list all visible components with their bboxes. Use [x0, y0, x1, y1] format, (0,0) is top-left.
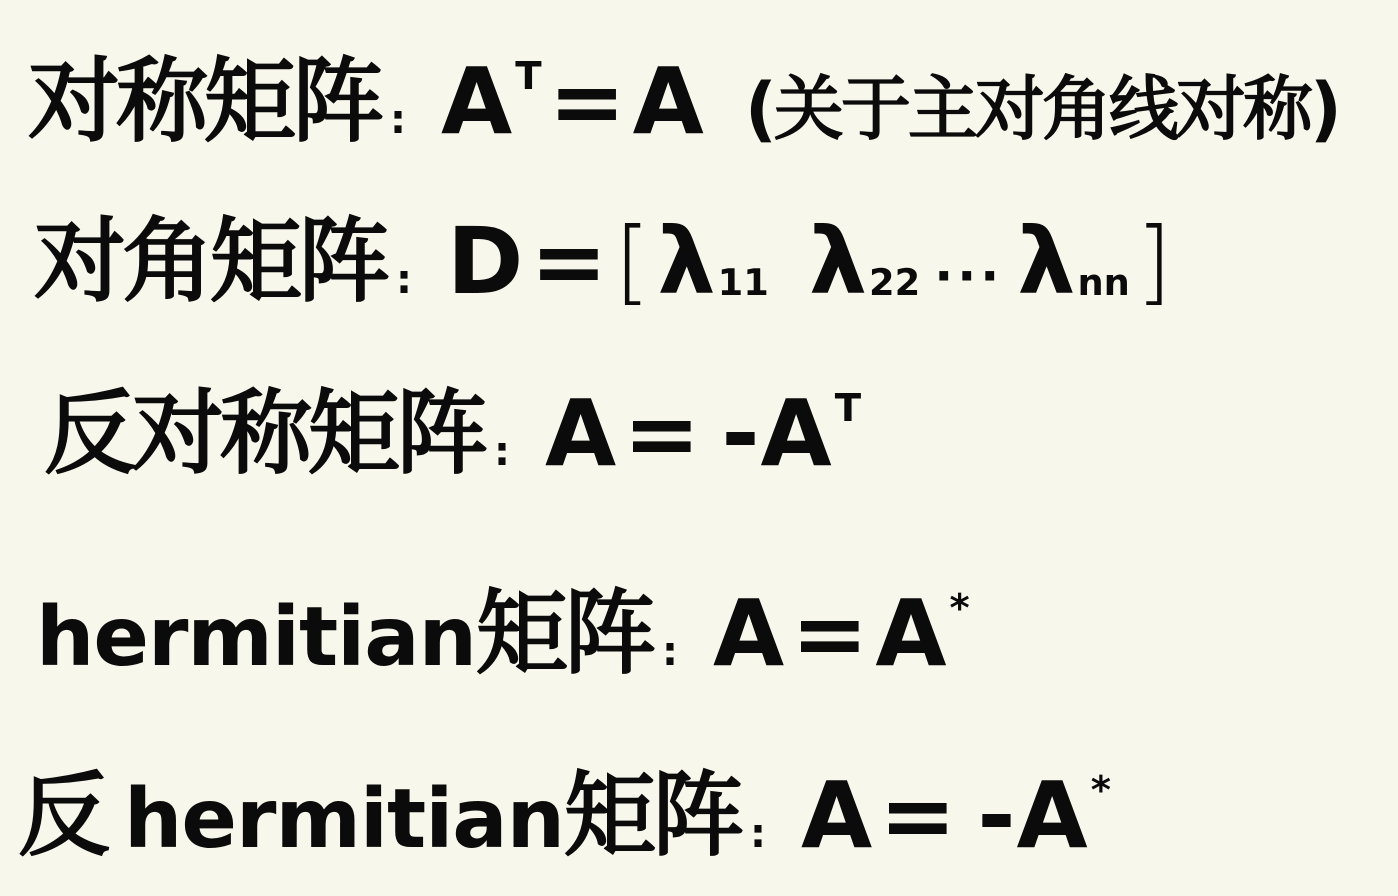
- colon: :: [750, 811, 768, 857]
- conjugate-transpose-superscript: *: [1090, 767, 1112, 813]
- colon: :: [662, 629, 680, 675]
- transpose-superscript: T: [834, 385, 863, 431]
- anti-hermitian-matrix-label: 矩阵: [564, 762, 741, 869]
- equals-sign: =: [879, 762, 958, 869]
- antisymmetric-matrix-formula: [545, 380, 862, 487]
- equals-sign: =: [548, 48, 627, 155]
- symmetric-matrix-label: 对称矩阵: [28, 48, 381, 155]
- equals-sign: =: [623, 380, 702, 487]
- diagonal-matrix-label: 对角矩阵: [34, 208, 387, 315]
- hermitian-matrix-line: [36, 560, 971, 692]
- colon: :: [396, 257, 414, 303]
- formula-rhs: $-A^T$: [721, 380, 863, 487]
- anti-hermitian-matrix-formula: [801, 762, 1112, 869]
- formula-lhs: D: [447, 208, 525, 315]
- transpose-superscript: T: [515, 53, 543, 99]
- colon: :: [494, 429, 512, 475]
- hermitian-matrix-formula: [713, 580, 971, 687]
- open-bracket: [: [614, 208, 652, 315]
- formula-lhs: $A^T$: [441, 48, 543, 155]
- colon: :: [390, 97, 408, 143]
- anti-hermitian-matrix-line: [18, 742, 1112, 874]
- formula-lhs: A: [545, 380, 618, 487]
- equals-sign: =: [530, 208, 609, 315]
- hermitian-word: hermitian: [124, 772, 565, 867]
- close-bracket: ]: [1135, 208, 1173, 315]
- hermitian-matrix-label: 矩阵: [476, 580, 653, 687]
- formula-lhs: A: [713, 580, 786, 687]
- formula-rhs: A*: [875, 580, 971, 687]
- hermitian-word: hermitian: [36, 590, 476, 685]
- conjugate-transpose-superscript: *: [949, 585, 971, 631]
- diagonal-matrix-line: [34, 188, 1173, 320]
- diagonal-entry-22: λ22: [808, 208, 921, 315]
- antisymmetric-matrix-line: [44, 360, 862, 492]
- formula-lhs: A: [801, 762, 874, 869]
- ellipsis: ···: [934, 247, 1004, 305]
- diagonal-entry-11: λ11: [657, 208, 769, 315]
- symmetric-matrix-note: (关于主对角线对称): [744, 68, 1339, 150]
- diagonal-entry-nn: λnn: [1017, 208, 1130, 315]
- formula-rhs: A: [632, 48, 705, 155]
- formula-rhs: -A*: [977, 762, 1112, 869]
- equals-sign: =: [791, 580, 870, 687]
- symmetric-matrix-line: [28, 28, 1339, 160]
- anti-prefix: 反: [18, 762, 107, 869]
- diagonal-matrix-formula: [447, 208, 1173, 315]
- symmetric-matrix-formula: [441, 48, 705, 155]
- antisymmetric-matrix-label: 反对称矩阵: [44, 380, 485, 487]
